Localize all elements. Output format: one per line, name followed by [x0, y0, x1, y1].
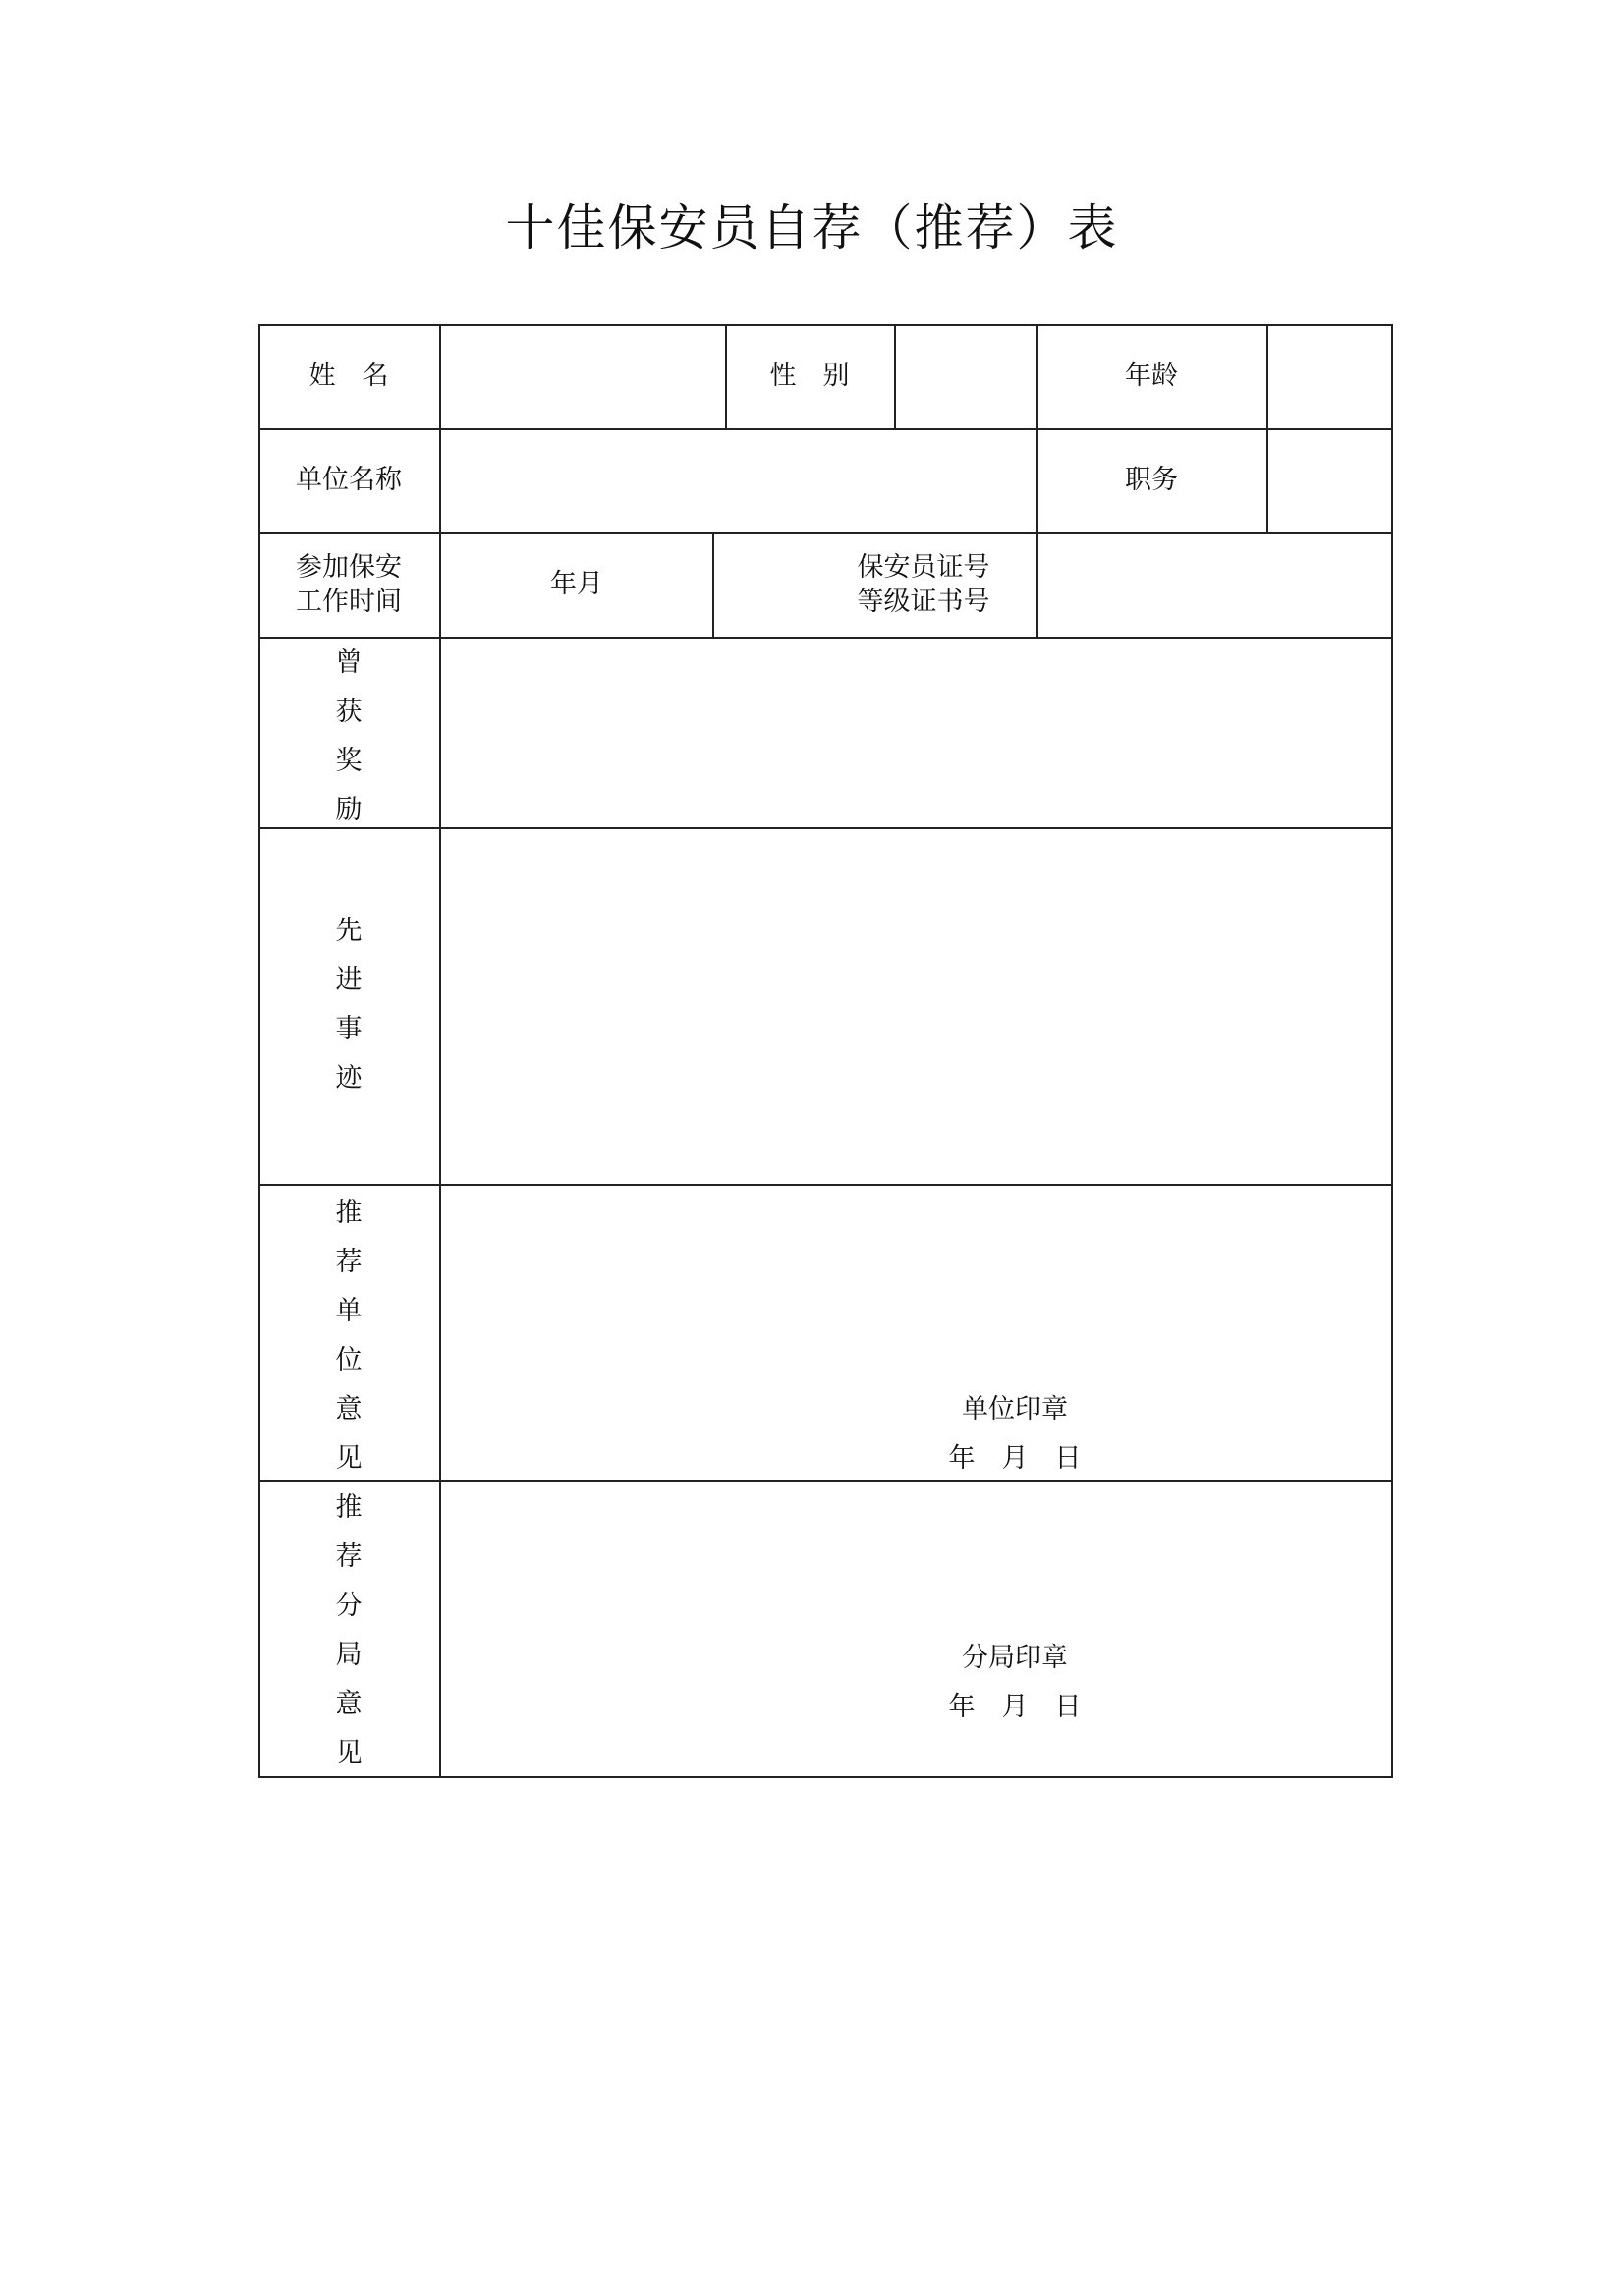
- work-time-label: 参加保安 工作时间: [296, 551, 402, 617]
- age-label: 年龄: [1125, 361, 1178, 392]
- unit-name-field[interactable]: [441, 430, 1036, 532]
- branch-opinion-label: 推 荐 分 局 意 见: [335, 1492, 363, 1768]
- unit-opinion-label: 推 荐 单 位 意 见: [335, 1198, 363, 1474]
- unit-seal-text: 单位印章: [962, 1394, 1068, 1425]
- position-label: 职务: [1125, 465, 1178, 496]
- unit-name-label: 单位名称: [296, 465, 402, 496]
- deeds-label: 先 进 事 迹: [335, 916, 363, 1093]
- certificate-number-field[interactable]: [1038, 534, 1391, 637]
- unit-stamp: [858, 1385, 1172, 1483]
- branch-stamp: [858, 1634, 1172, 1732]
- certificate-label: 保安员证号 等级证书号: [857, 551, 990, 617]
- form-title: 十佳保安员自荐（推荐）表: [505, 199, 1119, 256]
- branch-stamp-date: 年 月 日: [948, 1692, 1082, 1722]
- branch-seal-text: 分局印章: [962, 1643, 1068, 1673]
- unit-stamp-date: 年 月 日: [948, 1443, 1082, 1474]
- year-month-field[interactable]: 年月: [550, 569, 603, 600]
- position-field[interactable]: [1268, 430, 1391, 532]
- recommendation-form-table: [258, 324, 1393, 1778]
- name-label: 姓 名: [308, 361, 389, 392]
- awards-label: 曾 获 奖 励: [335, 647, 363, 825]
- awards-field[interactable]: [441, 639, 1391, 827]
- branch-opinion-field[interactable]: [441, 1482, 1391, 1776]
- deeds-field[interactable]: [441, 829, 1391, 1184]
- age-field[interactable]: [1268, 326, 1391, 428]
- gender-field[interactable]: [896, 326, 1036, 428]
- name-field[interactable]: [441, 326, 725, 428]
- gender-label: 性 别: [769, 361, 850, 392]
